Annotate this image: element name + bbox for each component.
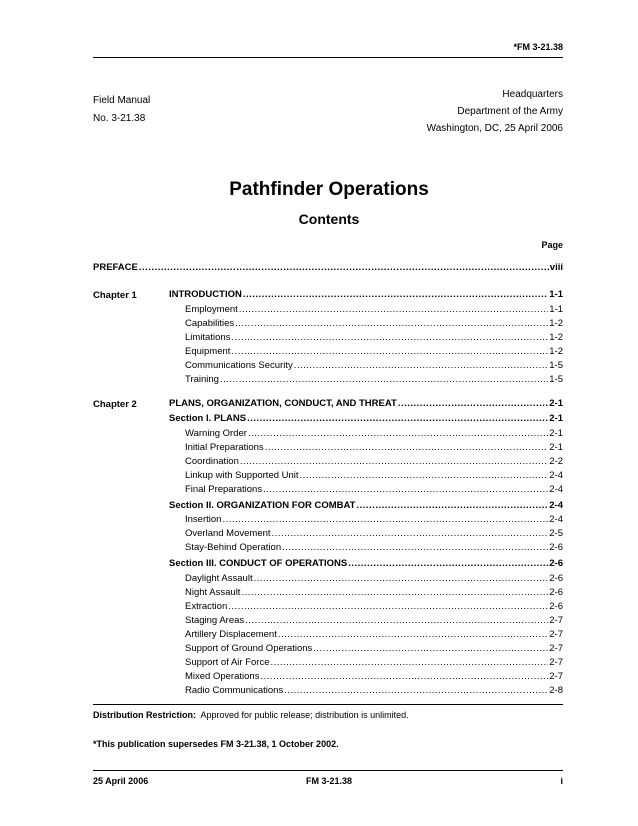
toc-item-title: Limitations [185, 332, 231, 343]
distribution-rule [93, 704, 563, 705]
toc-item-page: 2-7 [549, 671, 563, 682]
toc-item-title: Employment [185, 304, 238, 315]
footer-page-number: i [560, 776, 563, 786]
toc-item-title: Final Preparations [185, 484, 263, 495]
toc-item-page: 2-7 [549, 615, 563, 626]
header-rule [93, 57, 563, 58]
toc-item[interactable] [185, 470, 563, 484]
toc-item-page: 2-4 [549, 514, 563, 525]
toc-section-page: 2-6 [549, 558, 563, 569]
toc-item-page: 2-2 [549, 456, 563, 467]
page-title: Pathfinder Operations [229, 179, 429, 200]
footer-date: 25 April 2006 [93, 776, 149, 786]
footer-manual: FM 3-21.38 [305, 776, 353, 786]
toc-item-title: Artillery Displacement [185, 629, 277, 640]
toc-item-page: 1-5 [549, 374, 563, 385]
toc-section-title: Section I. PLANS [169, 413, 247, 424]
toc-item[interactable] [185, 542, 563, 556]
toc-chapter-title: PLANS, ORGANIZATION, CONDUCT, AND THREAT [169, 398, 397, 409]
toc-item[interactable] [185, 456, 563, 470]
toc-item-page: 2-1 [549, 442, 563, 453]
toc-item[interactable] [185, 304, 563, 318]
toc-item-page: 1-1 [549, 304, 563, 315]
toc-item-title: Support of Ground Operations [185, 643, 313, 654]
toc-item-page: 2-6 [549, 587, 563, 598]
toc-section[interactable] [169, 500, 563, 514]
toc-item-title: Stay-Behind Operation [185, 542, 282, 553]
toc-item[interactable] [185, 573, 563, 587]
hq-line: Headquarters [502, 89, 563, 100]
toc-item[interactable] [185, 615, 563, 629]
toc-chapter-page: 1-1 [549, 289, 563, 300]
toc-preface-page: viii [549, 262, 563, 273]
chapter-label: Chapter 2 [93, 399, 137, 410]
manual-number: No. 3-21.38 [93, 113, 146, 124]
toc-item[interactable] [185, 587, 563, 601]
location-date-line: Washington, DC, 25 April 2006 [426, 123, 563, 134]
toc-item-page: 2-7 [549, 629, 563, 640]
chapter-label: Chapter 1 [93, 290, 137, 301]
toc-item-title: Daylight Assault [185, 573, 253, 584]
toc-item-title: Equipment [185, 346, 231, 357]
toc-chapter-1[interactable] [169, 289, 563, 303]
toc-item-title: Overland Movement [185, 528, 271, 539]
page-column-label: Page [541, 240, 563, 250]
toc-item-page: 2-1 [549, 428, 563, 439]
toc-item[interactable] [185, 643, 563, 657]
contents-heading: Contents [298, 211, 360, 227]
toc-section-page: 2-4 [549, 500, 563, 511]
header-manual-id: *FM 3-21.38 [513, 42, 563, 52]
toc-chapter-title: INTRODUCTION [169, 289, 242, 300]
toc-item[interactable] [185, 601, 563, 615]
toc-section[interactable] [169, 558, 563, 572]
toc-item-title: Support of Air Force [185, 657, 270, 668]
toc-item-title: Extraction [185, 601, 228, 612]
toc-item[interactable] [185, 657, 563, 671]
toc-item-page: 1-2 [549, 318, 563, 329]
toc-item-page: 2-4 [549, 470, 563, 481]
toc-item[interactable] [185, 360, 563, 374]
toc-preface-title: PREFACE [93, 262, 138, 273]
toc-item[interactable] [185, 318, 563, 332]
toc-preface[interactable] [93, 262, 563, 276]
toc-item-title: Insertion [185, 514, 222, 525]
toc-item[interactable] [185, 374, 563, 388]
toc-item-title: Radio Communications [185, 685, 284, 696]
toc-section-title: Section II. ORGANIZATION FOR COMBAT [169, 500, 356, 511]
toc-item-title: Warning Order [185, 428, 247, 439]
distribution-label: Distribution Restriction: [93, 710, 196, 720]
toc-item-title: Capabilities [185, 318, 235, 329]
toc-item-page: 1-5 [549, 360, 563, 371]
toc-item[interactable] [185, 685, 563, 699]
toc-item-page: 1-2 [549, 332, 563, 343]
toc-section[interactable] [169, 413, 563, 427]
department-line: Department of the Army [457, 106, 563, 117]
distribution-restriction [93, 710, 409, 720]
toc-item-title: Mixed Operations [185, 671, 260, 682]
supersedes-note: *This publication supersedes FM 3-21.38, 1 October 2002. [93, 739, 339, 749]
toc-item[interactable] [185, 442, 563, 456]
distribution-text: Approved for public release; distribution is unlimited. [200, 710, 409, 720]
toc-item-page: 1-2 [549, 346, 563, 357]
toc-item[interactable] [185, 428, 563, 442]
toc-section-page: 2-1 [549, 413, 563, 424]
toc-item-page: 2-7 [549, 657, 563, 668]
toc-item-page: 2-4 [549, 484, 563, 495]
toc-item-title: Coordination [185, 456, 239, 467]
toc-item-title: Communications Security [185, 360, 293, 371]
toc-item-page: 2-7 [549, 643, 563, 654]
field-manual-label: Field Manual [93, 95, 151, 106]
toc-item[interactable] [185, 346, 563, 360]
toc-item[interactable] [185, 484, 563, 498]
toc-item[interactable] [185, 514, 563, 528]
toc-item[interactable] [185, 671, 563, 685]
toc-item-title: Linkup with Supported Unit [185, 470, 299, 481]
toc-item-page: 2-6 [549, 542, 563, 553]
toc-item-page: 2-5 [549, 528, 563, 539]
toc-item-title: Initial Preparations [185, 442, 264, 453]
toc-item[interactable] [185, 629, 563, 643]
toc-section-title: Section III. CONDUCT OF OPERATIONS [169, 558, 348, 569]
toc-chapter-2[interactable] [169, 398, 563, 412]
toc-item-title: Training [185, 374, 219, 385]
toc-item[interactable] [185, 528, 563, 542]
footer-rule [93, 770, 563, 771]
toc-item[interactable] [185, 332, 563, 346]
toc-chapter-page: 2-1 [549, 398, 563, 409]
toc-item-page: 2-6 [549, 601, 563, 612]
toc-item-page: 2-8 [549, 685, 563, 696]
toc-item-page: 2-6 [549, 573, 563, 584]
toc-item-title: Staging Areas [185, 615, 245, 626]
toc-item-title: Night Assault [185, 587, 241, 598]
